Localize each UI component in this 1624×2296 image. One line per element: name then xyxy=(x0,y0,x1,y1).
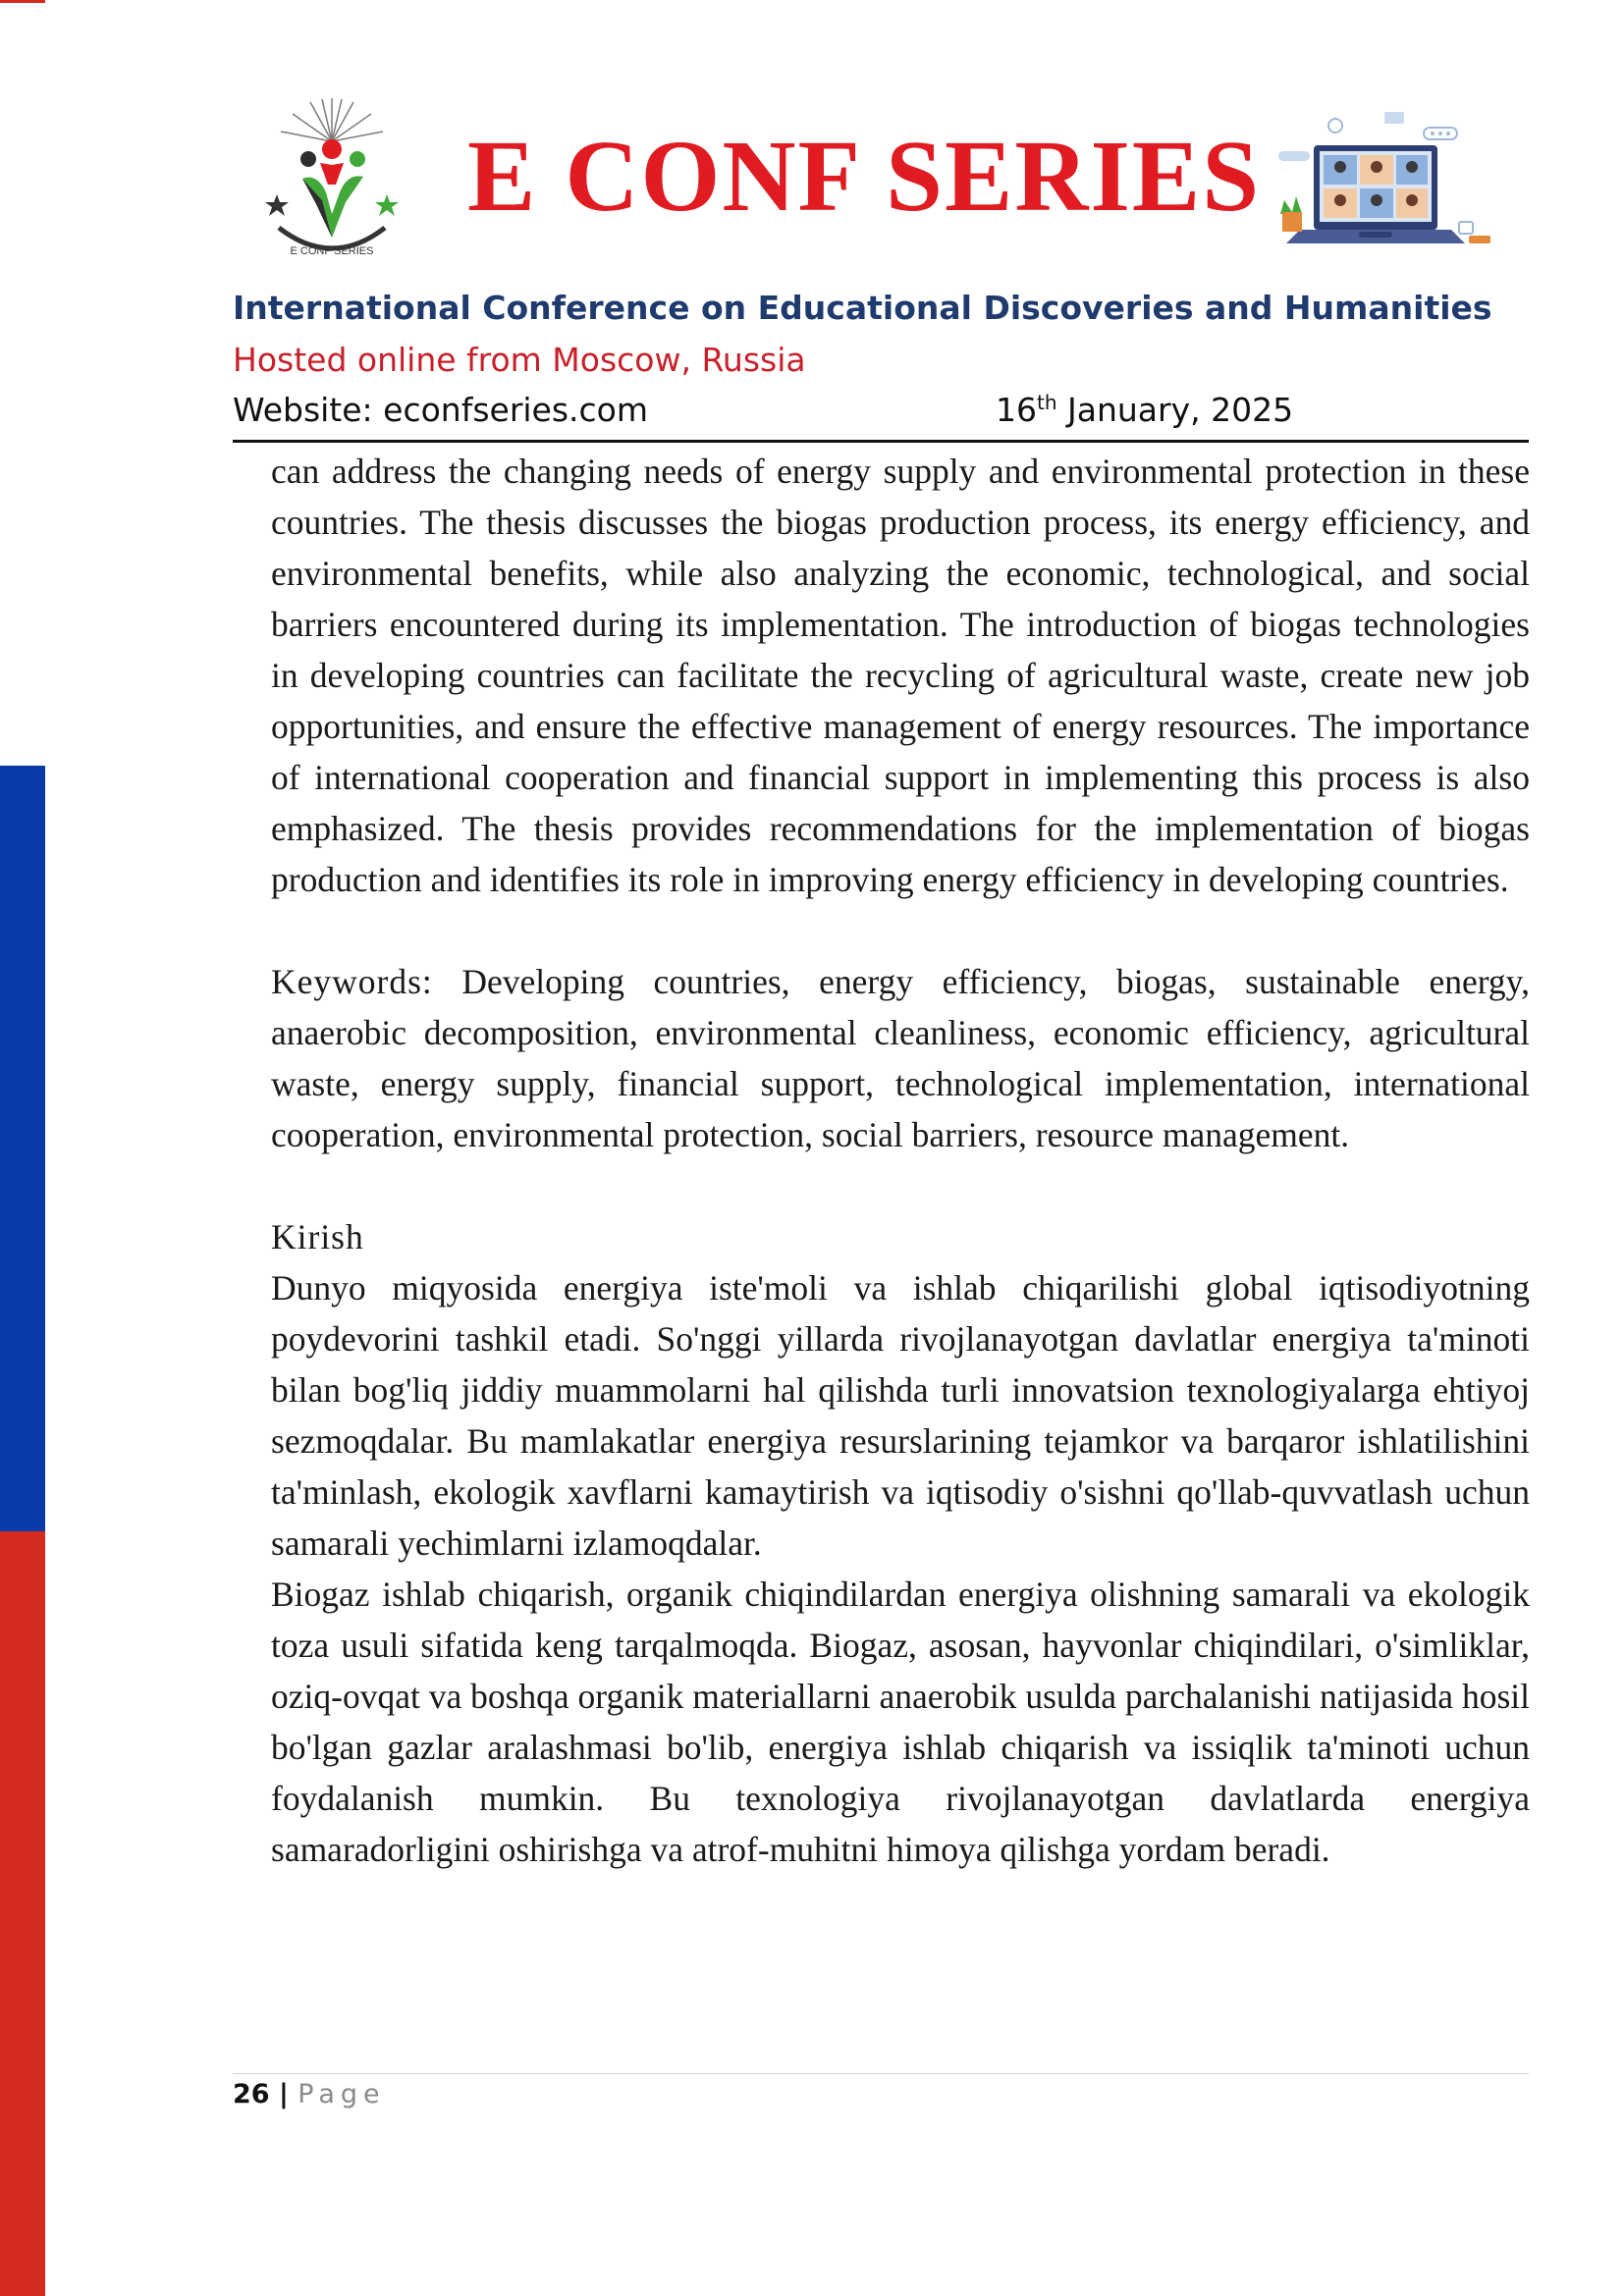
footer-rule xyxy=(233,2073,1529,2074)
flag-stripe-blue xyxy=(0,766,45,1531)
intro-heading: Kirish xyxy=(271,1217,364,1256)
website-link[interactable]: Website: econfseries.com xyxy=(233,391,649,429)
abstract-paragraph: can address the changing needs of energy supply and environmental protection in these countries. The thesis discusses the biogas production process, its energy efficiency, and environmental benefits, while also analyzing the economic, technological, and social barriers encountered during its implementation. The introduction of biogas technologies in developing countries can facilitate the recycling of agricultural waste, create new job opportunities, and ensure the effective management of energy resources. The importance of international cooperation and financial support in implementing this process is also emphasized. The thesis provides recommendations for the implementation of biogas production and identifies its role in improving energy efficiency in developing countries. xyxy=(271,452,1530,899)
econf-logo-icon xyxy=(263,94,401,263)
flag-stripe-white xyxy=(0,0,45,766)
intro-paragraph-1: Dunyo miqyosida energiya iste'moli va ishlab chiqarilishi global iqtisodiyotning poydevorini tashkil etadi. So'nggi yillarda rivojlanayotgan davlatlar energiya ta'minoti bilan bog'liq jiddiy muammolarni hal qilishda turli innovatsion texnologiyalarga ehtiyoj sezmoqdalar. Bu mamlakatlar energiya resurslarining tejamkor va barqaror ishlatilishini ta'minlash, ekologik xavflarni kamaytirish va iqtisodiy o'sishni qo'llab-quvvatlash uchun samarali yechimlarni izlamoqdalar. xyxy=(271,1268,1530,1563)
page-label: Page xyxy=(298,2079,386,2109)
paragraph-gap xyxy=(271,905,1530,956)
keywords-label: Keywords: xyxy=(271,962,433,1001)
logo-caption: E CONF SERIES xyxy=(290,245,374,257)
page-footer xyxy=(233,2079,386,2109)
date-rest: January, 2025 xyxy=(1056,391,1294,429)
keywords-list: Developing countries, energy efficiency, biogas, sustainable energy, anaerobic decomposition, environmental cleanliness, economic efficiency, agricultural waste, energy supply, financial support, technological implementation, international cooperation, environmental protection, social barriers, resource management. xyxy=(271,962,1530,1154)
keywords-paragraph xyxy=(271,956,1530,1160)
intro-paragraph-2: Biogaz ishlab chiqarish, organik chiqindilardan energiya olishning samarali va ekologik toza usuli sifatida keng tarqalmoqda. Biogaz, asosan, hayvonlar chiqindilari, o'simliklar, oziq-ovqat va boshqa organik materiallarni anaerobik usulda parchalanishi natijasida hosil bo'lgan gazlar aralashmasi bo'lib, energiya ishlab chiqarish va issiqlik ta'minoti uchun foydalanish mumkin. Bu texnologiya rivojlanayotgan davlatlarda energiya samaradorligini oshirishga va atrof-muhitni himoya qilishga yordam beradi. xyxy=(271,1575,1530,1869)
paragraph-gap xyxy=(271,1160,1530,1211)
flag-stripe-red xyxy=(0,1531,45,2296)
date-day: 16 xyxy=(996,391,1037,429)
hosted-location: Hosted online from Moscow, Russia xyxy=(233,341,806,379)
corner-mark xyxy=(0,0,45,3)
page-number: 26 xyxy=(233,2079,270,2109)
date-suffix: th xyxy=(1037,391,1057,414)
page-body xyxy=(271,446,1530,1875)
video-conference-laptop-icon xyxy=(1276,106,1492,253)
header-rule xyxy=(233,440,1529,443)
conference-date xyxy=(996,391,1293,429)
conference-title: International Conference on Educational Discoveries and Humanities xyxy=(233,289,1492,327)
footer-separator: | xyxy=(269,2079,298,2109)
brand-title: E CONF SERIES xyxy=(467,120,1262,233)
